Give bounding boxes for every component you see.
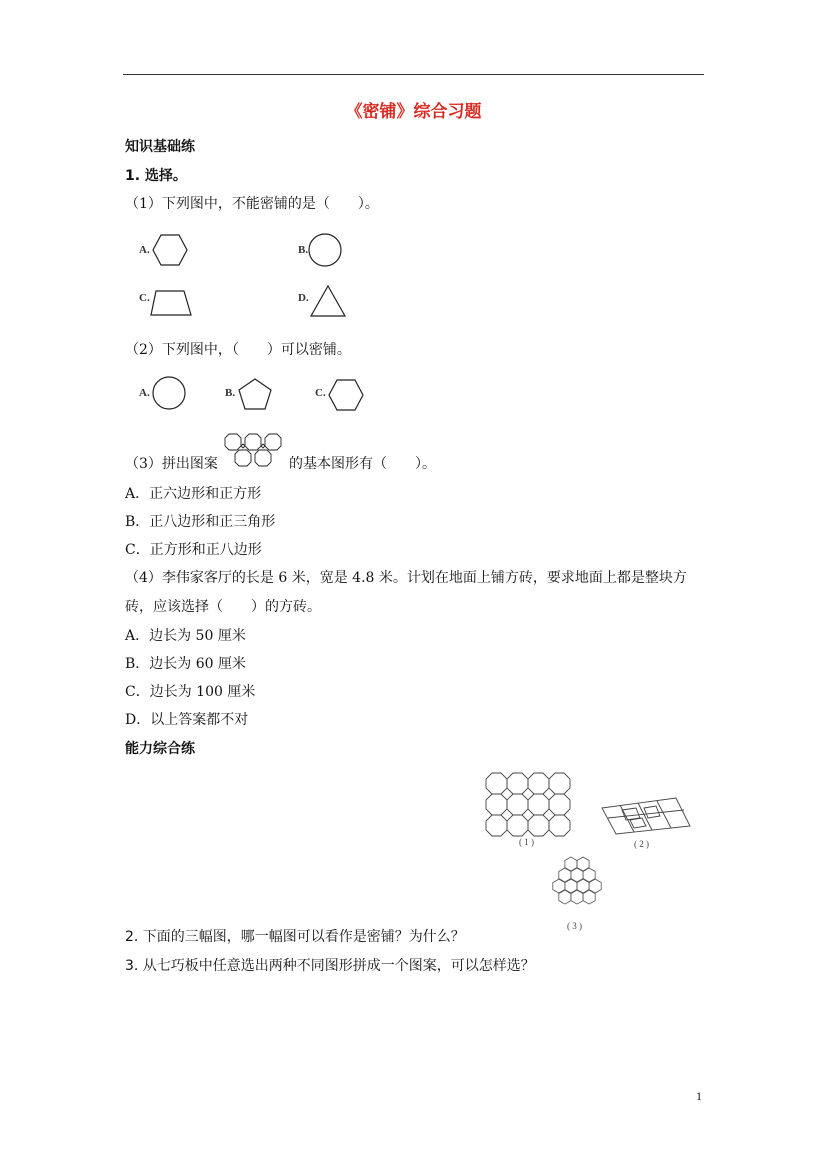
hexagon-tile [571, 890, 583, 904]
q1-sub3-text-after: 的基本图形有（ ）。 [289, 456, 436, 472]
octagon-tile [528, 773, 549, 794]
q3-text: 3. 从七巧板中任意选出两种不同图形拼成一个图案，可以怎样选？ [125, 958, 535, 974]
q1-sub2-option-c: C. [315, 387, 326, 399]
figure-3-caption: ( 3 ) [567, 921, 582, 931]
octagon-tile [507, 794, 528, 815]
q2-text: 2. 下面的三幅图，哪一幅图可以看作是密铺？为什么？ [125, 929, 465, 945]
pentagon-icon [238, 378, 272, 410]
octagon-tile [528, 794, 549, 815]
triangle-icon [310, 285, 346, 317]
figure-2-caption: ( 2 ) [634, 839, 649, 849]
octagon-tile [486, 815, 507, 836]
q1-sub3-text-before: （3）拼出图案 [125, 456, 218, 472]
circle-icon [152, 376, 186, 410]
octagon-tile [549, 794, 570, 815]
q1-sub1-option-b: B. [298, 244, 309, 256]
octagon-tiling-figure [485, 772, 575, 836]
octagon-square-pattern-icon [224, 433, 286, 467]
hexagon-tile [559, 890, 571, 904]
q1-sub3-choice-b: B．正八边形和正三角形 [125, 514, 276, 530]
octagon-tile [507, 773, 528, 794]
page-title: 《密铺》综合习题 [345, 102, 482, 122]
page-number: 1 [696, 1089, 702, 1103]
octagon-tile [549, 773, 570, 794]
q1-sub4-choice-b: B．边长为 60 厘米 [125, 656, 247, 672]
q1-sub2-option-b: B. [225, 387, 236, 399]
q1-sub4-choice-c: C．边长为 100 厘米 [125, 684, 256, 700]
octagon-tile [507, 815, 528, 836]
q1-sub2-text: （2）下列图中，（ ）可以密铺。 [125, 342, 351, 358]
header-rule [123, 74, 704, 75]
q1-sub1-text: （1）下列图中，不能密铺的是（ ）。 [125, 196, 379, 212]
section-basic: 知识基础练 [125, 139, 195, 155]
q1-sub2-option-a: A. [139, 387, 150, 399]
octagon-tile [528, 815, 549, 836]
q1-heading: 1. 选择。 [125, 168, 187, 184]
q1-sub3-choice-a: A．正六边形和正方形 [125, 486, 262, 502]
hexagon-icon [152, 234, 188, 266]
octagon-tile [486, 794, 507, 815]
q1-sub3-choice-c: C．正方形和正八边形 [125, 542, 262, 558]
section-ability: 能力综合练 [125, 741, 195, 757]
octagon-tile [549, 815, 570, 836]
hexagon-tiling-figure [542, 856, 612, 920]
quadrilateral-tiling-figure [600, 796, 692, 836]
circle-icon [308, 233, 342, 267]
octagon-tile [486, 773, 507, 794]
trapezoid-icon [150, 290, 192, 316]
q1-sub1-option-a: A. [139, 244, 150, 256]
hexagon-icon [328, 379, 364, 411]
q1-sub4-line2: 砖，应该选择（ ）的方砖。 [125, 599, 321, 615]
q1-sub4-choice-d: D．以上答案都不对 [125, 712, 249, 728]
q1-sub4-choice-a: A．边长为 50 厘米 [125, 628, 246, 644]
figure-1-caption: ( 1 ) [519, 837, 534, 847]
q1-sub4-line1: （4）李伟家客厅的长是 6 米，宽是 4.8 米。计划在地面上铺方砖，要求地面上都是整块方 [125, 570, 687, 586]
hexagon-tile [583, 890, 595, 904]
q1-sub1-option-c: C. [139, 292, 150, 304]
q1-sub1-option-d: D. [298, 292, 309, 304]
